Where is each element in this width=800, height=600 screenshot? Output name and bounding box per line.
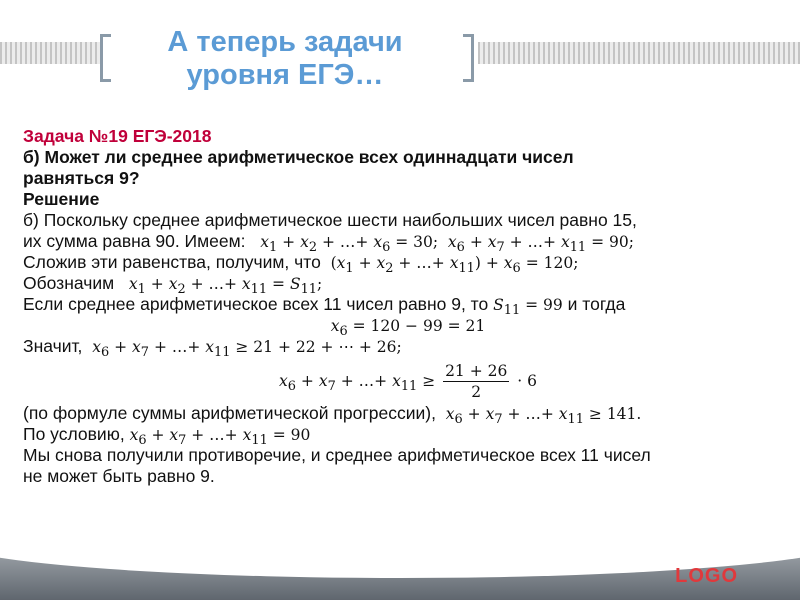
slide-title-line-2: уровня ЕГЭ… [186, 59, 384, 91]
logo: LOGO [675, 565, 738, 587]
formula-s11: $S_{11} = 99$ [493, 296, 563, 319]
header-stripe-right [478, 42, 800, 64]
header-stripe-left [0, 42, 100, 64]
text-line-4-label: Обозначим [23, 273, 115, 293]
fraction-denominator: 2 [471, 382, 482, 401]
text-line-5-label-a: Если среднее арифметическое всех 11 чисел равно 9, то [23, 294, 489, 314]
text-line-7 [23, 336, 793, 361]
text-line-6 [23, 315, 793, 340]
text-line-2 [23, 231, 793, 256]
formula-sum: ($x_1 + x_2$ + …+ $x_{11}) + x_6 = 120$; [325, 254, 579, 277]
slide-body [23, 126, 793, 487]
text-line-3 [23, 252, 793, 277]
formula-fraction-left: $x_6 + x_7$ + …+ $x_{11}$ ≥ [279, 372, 436, 395]
text-line-10-label: По условию, [23, 424, 125, 444]
formula-result: $x_6 + x_7$ + …+ $x_{11} \ge 141$. [445, 405, 642, 428]
formula-equalities: $x_1 + x_2$ + …+ $x_6 = 30$; $x_6 + x_7$ + …+ $x_{11} = 90$; [260, 233, 634, 256]
text-line-5 [23, 294, 793, 319]
text-line-9 [23, 403, 793, 428]
task-heading: Задача №19 ЕГЭ-2018 [23, 126, 212, 146]
fraction [443, 361, 509, 402]
slide-title [110, 26, 460, 92]
text-line-4 [23, 273, 793, 298]
formula-inequality: $x_6 + x_7$ + …+ $x_{11} \ge 21 + 22$ + ⋯ + 26; [92, 338, 402, 361]
text-line-2-label: их сумма равна 90. Имеем: [23, 231, 246, 251]
text-line-1: б) Поскольку среднее арифметическое шести наибольших чисел равно 15, [23, 210, 637, 230]
text-line-11: Мы снова получили противоречие, и среднее арифметическое всех 11 чисел [23, 445, 651, 465]
formula-notation: $x_1 + x_2$ + …+ $x_{11} = S_{11}$; [128, 275, 323, 298]
solution-heading: Решение [23, 189, 100, 209]
text-line-8 [23, 357, 793, 403]
formula-condition: $x_6 + x_7$ + …+ $x_{11} = 90$ [129, 426, 311, 449]
question-line-2: равняться 9? [23, 168, 140, 188]
text-line-7-label: Значит, [23, 336, 83, 356]
text-line-5-label-b: и тогда [567, 294, 626, 314]
text-line-12: не может быть равно 9. [23, 466, 215, 486]
right-bracket-decoration [463, 34, 474, 82]
question-line-1: б) Может ли среднее арифметическое всех одиннадцати чисел [23, 147, 574, 167]
slide-title-line-1: А теперь задачи [167, 26, 403, 58]
text-line-10 [23, 424, 793, 449]
text-line-3-label: Сложив эти равенства, получим, что [23, 252, 321, 272]
text-line-9-label: (по формуле суммы арифметической прогрессии), [23, 403, 436, 423]
formula-fraction-right: · 6 [517, 372, 537, 390]
fraction-numerator: 21 + 26 [445, 361, 508, 380]
formula-x6: $x_6 = 120 - 99 = 21$ [330, 317, 486, 340]
